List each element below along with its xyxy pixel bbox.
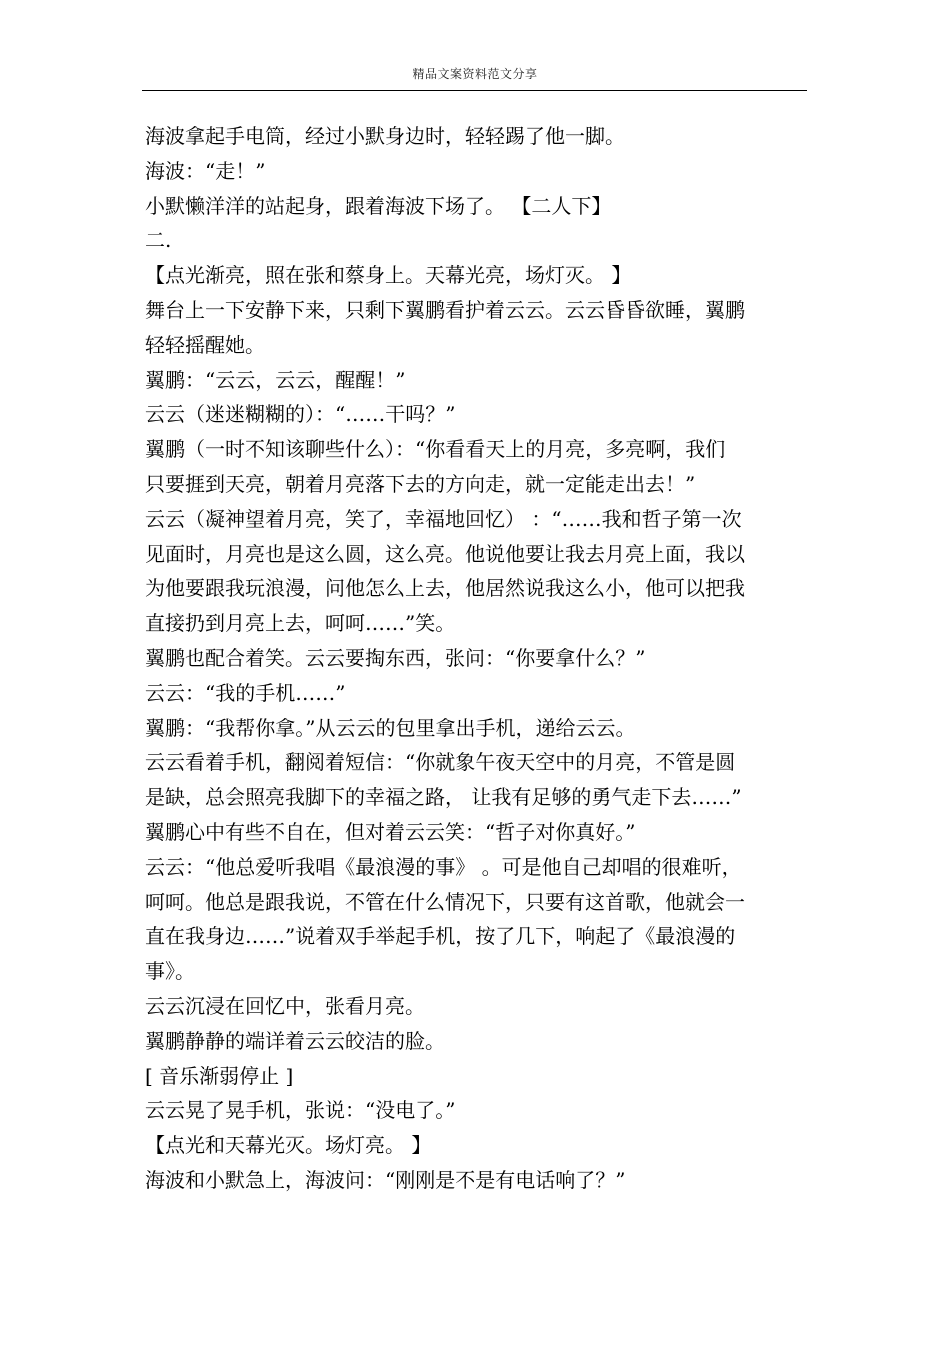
text-line: 海波：“走！” (145, 158, 266, 183)
text-line: 翼鹏也配合着笑。云云要掏东西，张问：“你要拿什么？” (145, 645, 646, 670)
text-line: [ 音乐渐弱停止 ] (145, 1063, 294, 1088)
text-line: 翼鹏（一时不知该聊些什么）：“你看看天上的月亮，多亮啊，我们 (145, 437, 726, 462)
text-line: 小默懒洋洋的站起身，跟着海波下场了。 【二人下】 (145, 193, 612, 218)
text-line: 【点光和天幕光灭。场灯亮。 】 (145, 1133, 432, 1158)
text-line: 翼鹏静静的端详着云云皎洁的脸。 (145, 1028, 445, 1053)
text-line: 翼鹏心中有些不自在，但对着云云笑：“哲子对你真好。” (145, 819, 636, 844)
text-line: 直在我身边……”说着双手举起手机，按了几下，响起了《最浪漫的 (145, 924, 736, 949)
text-line: 云云看着手机，翻阅着短信：“你就象午夜天空中的月亮，不管是圆 (145, 750, 736, 775)
text-line: 翼鹏：“我帮你拿。”从云云的包里拿出手机，递给云云。 (145, 715, 636, 740)
page-header: 精品文案资料范文分享 (412, 67, 538, 81)
text-line: 呵呵。他总是跟我说，不管在什么情况下，只要有这首歌，他就会一 (145, 889, 745, 914)
text-line: 见面时，月亮也是这么圆，这么亮。他说他要让我去月亮上面，我以 (145, 541, 745, 566)
text-line: 事》。 (145, 959, 195, 984)
text-line: 二. (145, 228, 172, 253)
text-line: 云云：“我的手机……” (145, 680, 346, 705)
text-line: 海波拿起手电筒，经过小默身边时，轻轻踢了他一脚。 (145, 124, 625, 148)
text-line: 翼鹏：“云云，云云，醒醒！” (145, 367, 406, 392)
text-line: 【点光渐亮，照在张和蔡身上。天幕光亮，场灯灭。 】 (145, 263, 632, 288)
text-line: 只要捱到天亮，朝着月亮落下去的方向走，就一定能走出去！” (145, 471, 696, 496)
text-line: 轻轻摇醒她。 (145, 332, 265, 357)
text-line: 云云（凝神望着月亮，笑了，幸福地回忆） ：“……我和哲子第一次 (145, 506, 742, 531)
text-line: 海波和小默急上，海波问：“刚刚是不是有电话响了？” (145, 1167, 626, 1192)
script-body (145, 119, 785, 1198)
text-line: 云云晃了晃手机，张说：“没电了。” (145, 1098, 456, 1123)
text-line: 为他要跟我玩浪漫，问他怎么上去，他居然说我这么小，他可以把我 (145, 576, 745, 601)
text-line: 云云（迷迷糊糊的）：“……干吗？” (145, 402, 456, 427)
text-line: 云云沉浸在回忆中，张看月亮。 (145, 993, 425, 1018)
text-line: 直接扔到月亮上去，呵呵……”笑。 (145, 611, 456, 636)
text-line: 云云：“他总爱听我唱《最浪漫的事》 。可是他自己却唱的很难听， (145, 854, 742, 879)
text-line: 是缺，总会照亮我脚下的幸福之路， 让我有足够的勇气走下去……” (145, 785, 742, 810)
text-line: 舞台上一下安静下来，只剩下翼鹏看护着云云。云云昏昏欲睡，翼鹏 (145, 297, 745, 322)
header-divider (142, 90, 807, 91)
